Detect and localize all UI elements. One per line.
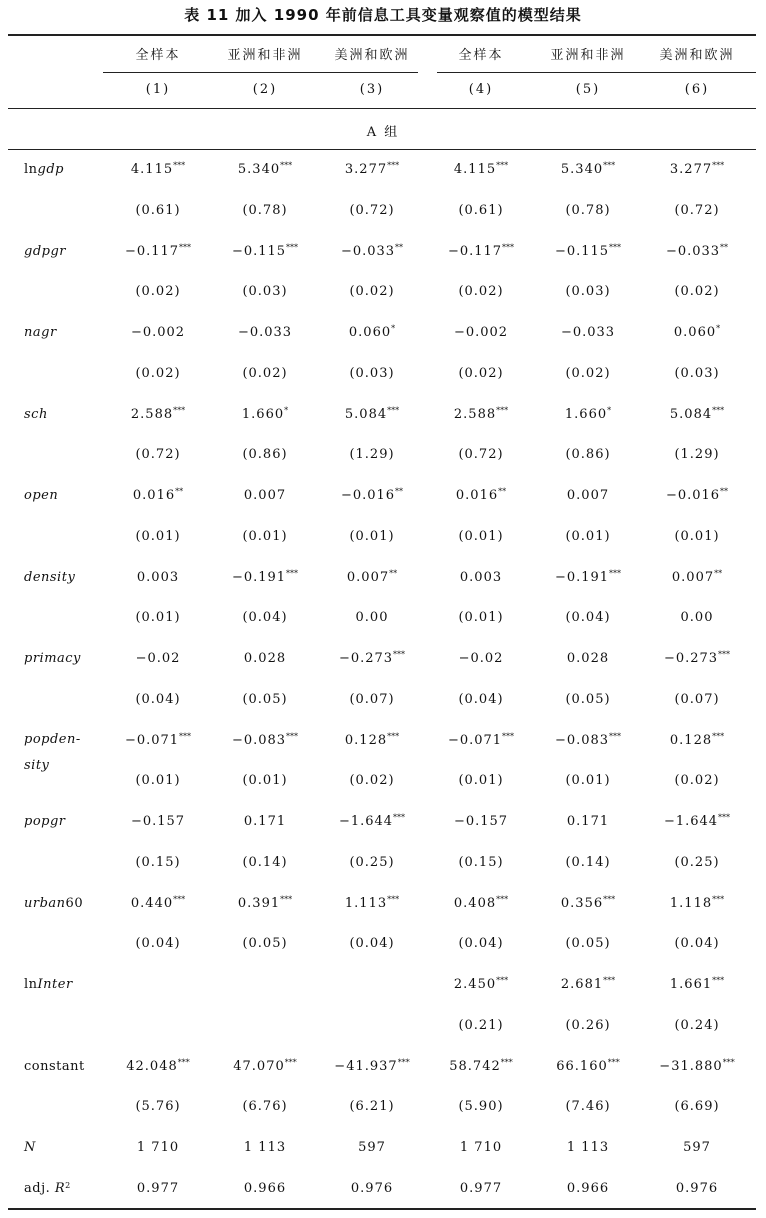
coefficient-cell: 0.128*** xyxy=(344,731,400,748)
coefficient-cell: −0.033** xyxy=(665,242,729,259)
coefficient-cell: 2.588*** xyxy=(130,405,186,422)
std-error-cell: (0.02) xyxy=(674,284,720,300)
std-error-cell: (0.01) xyxy=(565,528,611,544)
variable-label: lnInter xyxy=(24,977,73,992)
coefficient-cell: 0.171 xyxy=(243,814,287,829)
column-header: 美洲和欧洲 xyxy=(659,48,735,63)
std-error-cell: (0.04) xyxy=(135,936,181,952)
coefficient-cell: −0.02 xyxy=(458,651,504,666)
std-error-cell: (0.01) xyxy=(458,528,504,544)
coefficient-cell: −0.016** xyxy=(340,487,404,503)
std-error-cell: (0.01) xyxy=(242,773,288,789)
coefficient-cell: −0.191*** xyxy=(554,568,622,585)
significance-stars: ** xyxy=(714,568,723,578)
significance-stars: *** xyxy=(712,731,725,741)
significance-stars: *** xyxy=(177,1057,190,1067)
header-underline-left xyxy=(103,72,418,73)
significance-stars: ** xyxy=(720,487,729,496)
coefficient-cell: 47.070*** xyxy=(233,1057,297,1074)
std-error-cell: (1.29) xyxy=(674,447,720,463)
coefficient-cell: 1.661*** xyxy=(669,976,725,992)
std-error-cell: 0.00 xyxy=(355,610,389,626)
significance-stars: *** xyxy=(712,161,725,170)
std-error-cell: (0.26) xyxy=(565,1017,611,1033)
coefficient-cell: −0.002 xyxy=(130,325,186,340)
coefficient-cell: 0.171 xyxy=(566,814,610,829)
stat-label: N xyxy=(24,1140,36,1155)
coefficient-cell: −0.157 xyxy=(453,814,509,829)
coefficient-cell: −0.071*** xyxy=(124,731,192,748)
std-error-cell: (0.02) xyxy=(349,284,395,300)
std-error-cell: (0.05) xyxy=(565,691,611,707)
column-header: 亚洲和非洲 xyxy=(227,48,303,63)
significance-stars: * xyxy=(716,324,721,333)
coefficient-cell: −0.157 xyxy=(130,814,186,829)
variable-label: constant xyxy=(24,1058,85,1074)
coefficient-cell: 0.007 xyxy=(243,488,287,503)
coefficient-cell: −1.644*** xyxy=(663,813,731,829)
variable-label: sch xyxy=(24,406,48,422)
significance-stars: *** xyxy=(173,894,186,904)
std-error-cell: (0.86) xyxy=(242,447,288,463)
coefficient-cell: 0.391*** xyxy=(237,894,293,911)
significance-stars: *** xyxy=(500,1057,513,1067)
significance-stars: *** xyxy=(496,894,509,904)
std-error-cell: (1.29) xyxy=(349,447,395,463)
coefficient-cell: 2.588*** xyxy=(453,405,509,422)
coefficient-cell: −41.937*** xyxy=(334,1057,410,1074)
significance-stars: *** xyxy=(609,568,622,578)
coefficient-cell: 0.356*** xyxy=(560,894,616,911)
significance-stars: ** xyxy=(175,487,184,496)
stat-value: 1 113 xyxy=(243,1140,287,1155)
significance-stars: *** xyxy=(393,650,406,659)
coefficient-cell: −31.880*** xyxy=(659,1057,735,1074)
std-error-cell: (5.76) xyxy=(135,1099,181,1115)
coefficient-cell: −0.191*** xyxy=(231,568,299,585)
significance-stars: ** xyxy=(389,568,398,578)
std-error-cell: (0.02) xyxy=(242,365,288,381)
coefficient-cell: 0.028 xyxy=(566,651,610,666)
significance-stars: *** xyxy=(496,405,509,415)
coefficient-cell: 2.681*** xyxy=(560,976,616,992)
coefficient-cell: 3.277*** xyxy=(344,161,400,177)
coefficient-cell: 5.084*** xyxy=(344,405,400,422)
std-error-cell: (0.15) xyxy=(458,854,504,870)
variable-label: popgr xyxy=(24,814,66,829)
significance-stars: * xyxy=(284,405,289,415)
std-error-cell: (0.02) xyxy=(349,773,395,789)
coefficient-cell: −0.273*** xyxy=(338,650,406,666)
significance-stars: *** xyxy=(387,731,400,741)
std-error-cell: (0.01) xyxy=(565,773,611,789)
top-rule xyxy=(8,34,756,36)
std-error-cell: (7.46) xyxy=(565,1099,611,1115)
group-label: A 组 xyxy=(366,125,400,140)
std-error-cell: (0.15) xyxy=(135,854,181,870)
column-header: 美洲和欧洲 xyxy=(334,48,410,63)
group-bottom-rule xyxy=(8,149,756,150)
column-number: (3) xyxy=(359,82,385,97)
coefficient-cell: 0.128*** xyxy=(669,731,725,748)
coefficient-cell: 66.160*** xyxy=(556,1057,620,1074)
variable-label: popden- sity xyxy=(24,731,81,773)
coefficient-cell: 2.450*** xyxy=(453,976,509,992)
coefficient-cell: 0.007 xyxy=(566,488,610,503)
std-error-cell: (0.01) xyxy=(135,528,181,544)
stat-value: 1 710 xyxy=(459,1140,503,1155)
std-error-cell: (0.14) xyxy=(565,854,611,870)
std-error-cell: (0.04) xyxy=(242,610,288,626)
stat-value: 0.976 xyxy=(675,1180,719,1196)
std-error-cell: (0.02) xyxy=(135,365,181,381)
stat-value: 597 xyxy=(358,1140,386,1155)
coefficient-cell: 4.115*** xyxy=(130,161,186,177)
std-error-cell: (0.02) xyxy=(458,284,504,300)
coefficient-cell: 0.007** xyxy=(346,568,398,585)
std-error-cell: (0.03) xyxy=(674,365,720,381)
std-error-cell: (0.01) xyxy=(458,610,504,626)
significance-stars: *** xyxy=(718,650,731,659)
std-error-cell: (0.01) xyxy=(135,610,181,626)
significance-stars: *** xyxy=(712,894,725,904)
std-error-cell: (0.72) xyxy=(674,202,720,218)
variable-label: open xyxy=(24,488,59,503)
std-error-cell: (5.90) xyxy=(458,1099,504,1115)
significance-stars: *** xyxy=(397,1057,410,1067)
stat-value: 1 113 xyxy=(566,1140,610,1155)
std-error-cell: (0.72) xyxy=(349,202,395,218)
std-error-cell: (6.76) xyxy=(242,1099,288,1115)
coefficient-cell: −0.02 xyxy=(135,651,181,666)
std-error-cell: (0.25) xyxy=(674,854,720,870)
std-error-cell: (0.04) xyxy=(349,936,395,952)
stat-value: 1 710 xyxy=(136,1140,180,1155)
coefficient-cell: −0.115*** xyxy=(231,242,299,259)
std-error-cell: (0.25) xyxy=(349,854,395,870)
coefficient-cell: −0.117*** xyxy=(447,242,515,259)
significance-stars: *** xyxy=(496,976,509,985)
coefficient-cell: 5.084*** xyxy=(669,405,725,422)
std-error-cell: (0.14) xyxy=(242,854,288,870)
std-error-cell: (0.61) xyxy=(135,202,181,218)
std-error-cell: (0.01) xyxy=(674,528,720,544)
std-error-cell: (0.05) xyxy=(242,936,288,952)
column-number: (2) xyxy=(252,82,278,97)
significance-stars: *** xyxy=(609,242,622,252)
variable-label: primacy xyxy=(24,651,81,666)
coefficient-cell: −0.033** xyxy=(340,242,404,259)
coefficient-cell: −0.033 xyxy=(237,325,293,340)
significance-stars: *** xyxy=(387,161,400,170)
std-error-cell: (0.01) xyxy=(135,773,181,789)
coefficient-cell: 0.007** xyxy=(671,568,723,585)
coefficient-cell: 0.016** xyxy=(132,487,184,503)
coefficient-cell: 1.660* xyxy=(241,405,289,422)
std-error-cell: (0.21) xyxy=(458,1017,504,1033)
header-bottom-rule xyxy=(8,108,756,109)
column-number: (5) xyxy=(575,82,601,97)
stat-value: 597 xyxy=(683,1140,711,1155)
significance-stars: *** xyxy=(607,1057,620,1067)
std-error-cell: (0.04) xyxy=(135,691,181,707)
std-error-cell: (0.78) xyxy=(565,202,611,218)
stat-value: 0.976 xyxy=(350,1180,394,1196)
bottom-rule xyxy=(8,1208,756,1210)
column-number: (1) xyxy=(145,82,171,97)
significance-stars: *** xyxy=(502,731,515,741)
coefficient-cell: 0.060* xyxy=(348,324,396,340)
significance-stars: *** xyxy=(280,161,293,170)
variable-label: lngdp xyxy=(24,162,64,177)
significance-stars: *** xyxy=(179,731,192,741)
std-error-cell: (0.07) xyxy=(349,691,395,707)
variable-label: urban60 xyxy=(24,895,84,911)
column-number: (4) xyxy=(468,82,494,97)
std-error-cell: (0.01) xyxy=(349,528,395,544)
coefficient-cell: 1.113*** xyxy=(344,894,400,911)
significance-stars: *** xyxy=(173,161,186,170)
significance-stars: *** xyxy=(387,405,400,415)
coefficient-cell: −0.083*** xyxy=(554,731,622,748)
std-error-cell: (0.61) xyxy=(458,202,504,218)
significance-stars: *** xyxy=(603,976,616,985)
std-error-cell: (0.04) xyxy=(674,936,720,952)
coefficient-cell: 0.003 xyxy=(136,569,180,585)
coefficient-cell: 0.440*** xyxy=(130,894,186,911)
significance-stars: *** xyxy=(496,161,509,170)
coefficient-cell: −0.016** xyxy=(665,487,729,503)
coefficient-cell: 0.028 xyxy=(243,651,287,666)
significance-stars: *** xyxy=(718,813,731,822)
significance-stars: *** xyxy=(393,813,406,822)
significance-stars: ** xyxy=(498,487,507,496)
std-error-cell: (0.03) xyxy=(242,284,288,300)
std-error-cell: (6.69) xyxy=(674,1099,720,1115)
significance-stars: *** xyxy=(609,731,622,741)
std-error-cell: (0.01) xyxy=(458,773,504,789)
column-header: 亚洲和非洲 xyxy=(550,48,626,63)
coefficient-cell: 1.660* xyxy=(564,405,612,422)
std-error-cell: (0.72) xyxy=(135,447,181,463)
coefficient-cell: 4.115*** xyxy=(453,161,509,177)
significance-stars: *** xyxy=(286,731,299,741)
stat-label: adj. $R^2$ xyxy=(24,1180,71,1196)
coefficient-cell: −0.115*** xyxy=(554,242,622,259)
stat-value: 0.966 xyxy=(243,1180,287,1196)
variable-label: density xyxy=(24,569,76,585)
column-header: 全样本 xyxy=(135,48,181,63)
std-error-cell: (0.03) xyxy=(565,284,611,300)
std-error-cell: (0.02) xyxy=(565,365,611,381)
std-error-cell: (0.02) xyxy=(458,365,504,381)
std-error-cell: (0.86) xyxy=(565,447,611,463)
std-error-cell: (0.01) xyxy=(242,528,288,544)
std-error-cell: (0.72) xyxy=(458,447,504,463)
significance-stars: * xyxy=(391,324,396,333)
significance-stars: *** xyxy=(387,894,400,904)
std-error-cell: (0.07) xyxy=(674,691,720,707)
significance-stars: * xyxy=(607,405,612,415)
significance-stars: ** xyxy=(395,242,404,252)
coefficient-cell: 0.003 xyxy=(459,569,503,585)
coefficient-cell: 5.340*** xyxy=(237,161,293,177)
stat-value: 0.966 xyxy=(566,1180,610,1196)
variable-label: gdpgr xyxy=(24,243,67,259)
std-error-cell: (0.78) xyxy=(242,202,288,218)
std-error-cell: (0.04) xyxy=(458,936,504,952)
column-number: (6) xyxy=(684,82,710,97)
coefficient-cell: 1.118*** xyxy=(669,894,725,911)
significance-stars: *** xyxy=(502,242,515,252)
coefficient-cell: −0.273*** xyxy=(663,650,731,666)
std-error-cell: (0.05) xyxy=(565,936,611,952)
significance-stars: *** xyxy=(173,405,186,415)
coefficient-cell: −0.071*** xyxy=(447,731,515,748)
coefficient-cell: 3.277*** xyxy=(669,161,725,177)
significance-stars: *** xyxy=(284,1057,297,1067)
significance-stars: *** xyxy=(603,161,616,170)
significance-stars: *** xyxy=(603,894,616,904)
stat-value: 0.977 xyxy=(459,1180,503,1196)
table-title: 表 11 加入 1990 年前信息工具变量观察值的模型结果 xyxy=(184,6,582,24)
coefficient-cell: 5.340*** xyxy=(560,161,616,177)
std-error-cell: (0.04) xyxy=(565,610,611,626)
coefficient-cell: −0.083*** xyxy=(231,731,299,748)
coefficient-cell: 0.016** xyxy=(455,487,507,503)
coefficient-cell: −0.002 xyxy=(453,325,509,340)
std-error-cell: (0.02) xyxy=(135,284,181,300)
significance-stars: *** xyxy=(712,976,725,985)
significance-stars: *** xyxy=(286,242,299,252)
column-header: 全样本 xyxy=(458,48,504,63)
coefficient-cell: 42.048*** xyxy=(126,1057,190,1074)
std-error-cell: (0.05) xyxy=(242,691,288,707)
coefficient-cell: 0.408*** xyxy=(453,894,509,911)
header-underline-right xyxy=(437,72,756,73)
std-error-cell: (0.24) xyxy=(674,1017,720,1033)
significance-stars: ** xyxy=(395,487,404,496)
std-error-cell: (0.02) xyxy=(674,773,720,789)
significance-stars: *** xyxy=(179,242,192,252)
coefficient-cell: −0.033 xyxy=(560,325,616,340)
std-error-cell: (0.04) xyxy=(458,691,504,707)
std-error-cell: 0.00 xyxy=(680,610,714,626)
std-error-cell: (0.03) xyxy=(349,365,395,381)
coefficient-cell: −0.117*** xyxy=(124,242,192,259)
significance-stars: *** xyxy=(722,1057,735,1067)
stat-value: 0.977 xyxy=(136,1180,180,1196)
significance-stars: *** xyxy=(286,568,299,578)
significance-stars: *** xyxy=(280,894,293,904)
std-error-cell: (6.21) xyxy=(349,1099,395,1115)
variable-label: nagr xyxy=(24,325,57,340)
significance-stars: ** xyxy=(720,242,729,252)
coefficient-cell: 58.742*** xyxy=(449,1057,513,1074)
significance-stars: *** xyxy=(712,405,725,415)
coefficient-cell: 0.060* xyxy=(673,324,721,340)
coefficient-cell: −1.644*** xyxy=(338,813,406,829)
